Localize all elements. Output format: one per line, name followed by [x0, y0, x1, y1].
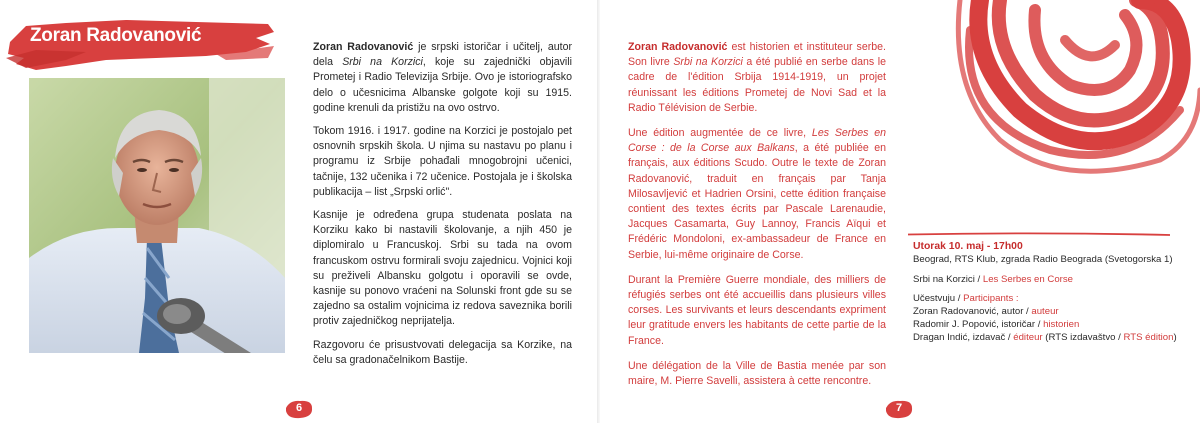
author-photo — [29, 78, 285, 353]
serbian-text-column — [313, 40, 572, 376]
paragraph-schools: Tokom 1916. i 1917. godine na Korzici je postojalo pet osnovnih srpskih škola. U njima su nastavu po planu i programu iz Srbije pohađali mnogobrojni učenici, tačnije, 132 učenika i 72 učenice. Postojala je i školska publikacija – list „Srpski orlić". — [313, 125, 572, 198]
event-date: Utorak 10. maj - 17h00 — [913, 241, 1023, 252]
red-scribble-decoration — [940, 0, 1200, 200]
page-number-left: 6 — [284, 398, 314, 420]
participants-label: Učestvuju / Participants : — [913, 293, 1019, 305]
paragraph-fr-war: Durant la Première Guerre mondiale, des milliers de réfugiés serbes ont été accueillis dans plusieurs villes corses. Les survivants et leurs descendants expriment leur gratitude envers les habitants de cette partie de la France. — [628, 273, 886, 347]
paragraph-delegation: Razgovoru će prisustvovati delegacija sa Korzike, na čelu sa gradonačelnikom Bastije. — [313, 338, 572, 366]
paragraph-fr-intro: Zoran Radovanović est historien et instituteur serbe. Son livre Srbi na Korzici a été publié en serbe dans le cadre de l'édition Srbija 1914-1919, un projet réunissant les éditions Prometej de Novi Sad et la Radio Télévision de Serbie. — [628, 41, 886, 114]
page-title: Zoran Radovanović — [30, 25, 202, 46]
event-title: Srbi na Korzici / Les Serbes en Corse — [913, 273, 1073, 285]
paragraph-students: Kasnije je određena grupa studenata poslata na Korziku kako bi nastavili školovanje, a njih 450 je diplomiralo u Francuskoj. Srbi su tada na ovom francuskom ostrvu formirali svoju zajednicu. Vojnici koji su preživeli Albansku golgotu i oporavili se ovde, kasnije su ponovo vraćeni na Solunski front gde su se zajedno sa ostalim vojnicima iz redova saveznika borili protiv zajedničkog neprijatelja. — [313, 209, 572, 328]
participant-2: Radomir J. Popović, istoričar / historien — [913, 318, 1080, 330]
paragraph-fr-edition: Une édition augmentée de ce livre, Les Serbes en Corse : de la Corse aux Balkans, a été publiée en français, aux éditions Scudo. Outre le texte de Zoran Radovanović, traduit en français par Tanja Milosavljević et Hadrien Orsini, cette édition française contient des textes écrits par Pascale Larenaudie, Jacques Casamarta, Guy Lannoy, Francis Aïqui et Frédéric Mondoloni, ex-ambassadeur de France en Serbie, lui-même originaire de Corse. — [628, 127, 886, 261]
french-text-column — [628, 40, 886, 399]
event-location: Beograd, RTS Klub, zgrada Radio Beograda (Svetogorska 1) — [913, 253, 1173, 265]
event-info — [913, 241, 1183, 345]
paragraph-fr-delegation: Une délégation de la Ville de Bastia menée par son maire, M. Pierre Savelli, assistera à cette rencontre. — [628, 359, 886, 388]
left-page — [0, 0, 598, 423]
participant-1: Zoran Radovanović, autor / auteur — [913, 306, 1059, 318]
paragraph-intro: Zoran Radovanović je srpski istoričar i učitelj, autor dela Srbi na Korzici, koje su zajednički objavili Prometej i Radio Televizija Srbije. Ovo je istoriografsko delo o učesnicima Albanske golgote koji su 1915. godine krenuli da pristižu na ovo ostrvo. — [313, 41, 573, 114]
participant-3: Dragan Indić, izdavač / éditeur (RTS izdavaštvo / RTS édition) — [913, 331, 1177, 343]
event-divider — [908, 232, 1170, 237]
page-number-right: 7 — [884, 398, 914, 420]
